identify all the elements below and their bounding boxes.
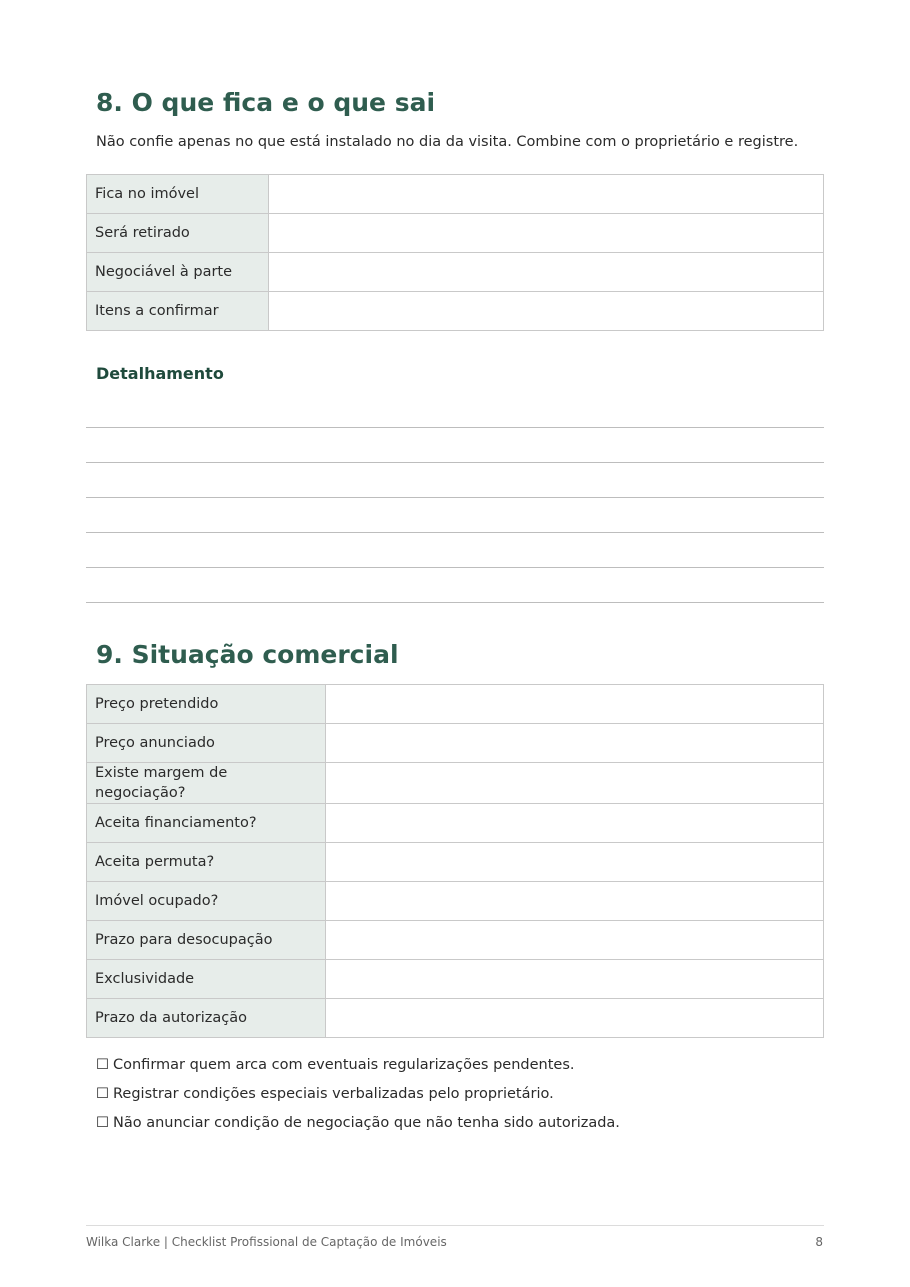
commercial-checklist <box>96 1054 620 1141</box>
writing-line[interactable] <box>86 463 824 498</box>
section-8-intro: Não confie apenas no que está instalado no dia da visita. Combine com o proprietário e registre. <box>96 134 799 150</box>
writing-line[interactable] <box>86 568 824 603</box>
checkbox-icon[interactable]: ☐ <box>96 1086 109 1102</box>
table-row <box>87 882 824 921</box>
row-value-field[interactable] <box>269 214 824 253</box>
row-value-field[interactable] <box>326 685 824 724</box>
list-item <box>96 1083 620 1112</box>
table-row <box>87 843 824 882</box>
row-value-field[interactable] <box>326 999 824 1038</box>
checkbox-icon[interactable]: ☐ <box>96 1057 109 1073</box>
page-number: 8 <box>815 1235 823 1249</box>
row-value-field[interactable] <box>326 921 824 960</box>
checklist-text: Registrar condições especiais verbalizadas pelo proprietário. <box>113 1086 554 1102</box>
table-row <box>87 999 824 1038</box>
list-item <box>96 1112 620 1141</box>
writing-line[interactable] <box>86 498 824 533</box>
row-label: Aceita financiamento? <box>87 804 326 843</box>
row-value-field[interactable] <box>326 724 824 763</box>
row-label: Fica no imóvel <box>87 175 269 214</box>
table-row <box>87 804 824 843</box>
table-row <box>87 253 824 292</box>
writing-line[interactable] <box>86 393 824 428</box>
row-value-field[interactable] <box>326 763 824 804</box>
row-value-field[interactable] <box>269 175 824 214</box>
row-value-field[interactable] <box>326 843 824 882</box>
row-label: Prazo da autorização <box>87 999 326 1038</box>
row-label: Itens a confirmar <box>87 292 269 331</box>
checkbox-icon[interactable]: ☐ <box>96 1115 109 1131</box>
row-label: Prazo para desocupação <box>87 921 326 960</box>
row-label: Aceita permuta? <box>87 843 326 882</box>
row-label: Imóvel ocupado? <box>87 882 326 921</box>
row-label: Preço pretendido <box>87 685 326 724</box>
table-row <box>87 724 824 763</box>
row-label: Existe margem de negociação? <box>87 763 326 804</box>
table-row <box>87 921 824 960</box>
table-row <box>87 175 824 214</box>
checklist-text: Confirmar quem arca com eventuais regularizações pendentes. <box>113 1057 575 1073</box>
section-9-title: 9. Situação comercial <box>96 640 399 669</box>
detail-writing-lines <box>86 393 824 603</box>
row-label: Exclusividade <box>87 960 326 999</box>
row-value-field[interactable] <box>269 292 824 331</box>
table-row <box>87 763 824 804</box>
checklist-text: Não anunciar condição de negociação que não tenha sido autorizada. <box>113 1115 620 1131</box>
table-row <box>87 214 824 253</box>
row-value-field[interactable] <box>326 960 824 999</box>
section-8-title: 8. O que fica e o que sai <box>96 88 436 117</box>
row-value-field[interactable] <box>326 882 824 921</box>
table-row <box>87 960 824 999</box>
list-item <box>96 1054 620 1083</box>
row-label: Negociável à parte <box>87 253 269 292</box>
footer-text: Wilka Clarke | Checklist Profissional de Captação de Imóveis <box>86 1235 447 1249</box>
row-label: Preço anunciado <box>87 724 326 763</box>
writing-line[interactable] <box>86 533 824 568</box>
row-label: Será retirado <box>87 214 269 253</box>
table-row <box>87 292 824 331</box>
writing-line[interactable] <box>86 428 824 463</box>
footer-divider <box>86 1225 824 1226</box>
table-row <box>87 685 824 724</box>
row-value-field[interactable] <box>326 804 824 843</box>
items-table <box>86 174 824 331</box>
row-value-field[interactable] <box>269 253 824 292</box>
commercial-table <box>86 684 824 1038</box>
detail-heading: Detalhamento <box>96 364 224 383</box>
